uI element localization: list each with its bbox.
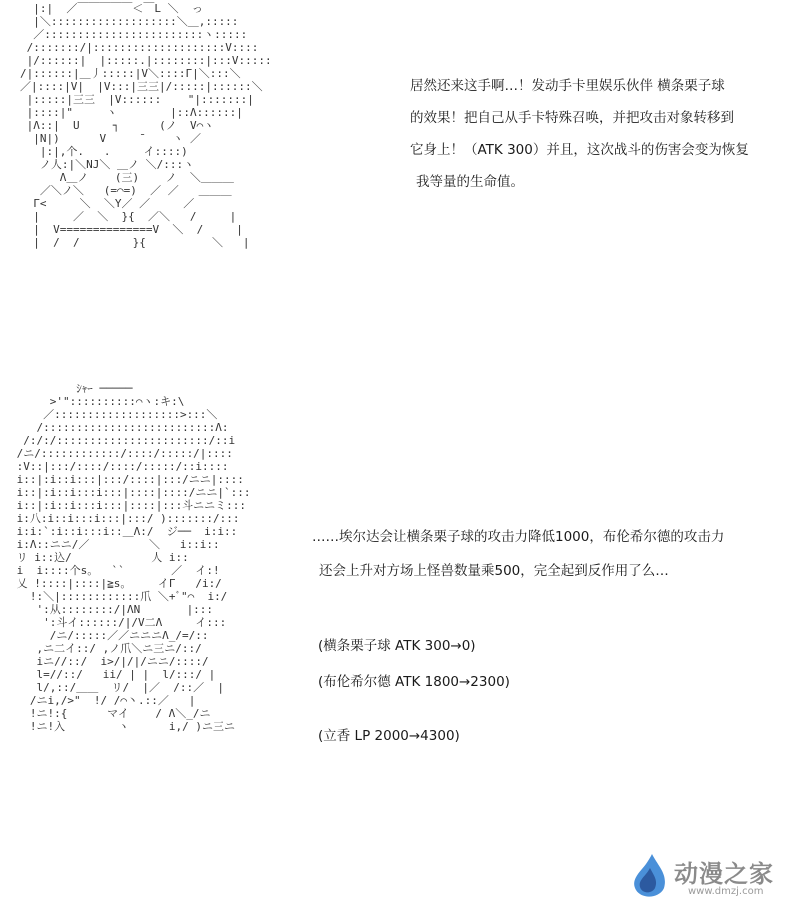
watermark-name: 动漫之家 [674,860,774,888]
dialogue-line: 居然还来这手啊…！发动手卡里娱乐伙伴 横条栗子球 [410,78,725,94]
dialogue-line: ……埃尔达会让横条栗子球的攻击力降低1000，布伦希尔德的攻击力 [312,529,725,545]
flame-drop-icon [628,852,670,900]
stat-change-brunhilde-atk: (布伦希尔德 ATK 1800→2300) [318,674,510,690]
stat-change-kuriboh-atk: (横条栗子球 ATK 300→0) [318,638,476,654]
ascii-art-character-bottom: ｼｬｰ ───── >'"::::::::::⌒ヽ:キ:\ ／:::::::::::::::::::>:::＼ /::::::::::::::::::::::::::Λ: /:/:/:::::::::::::::::::::::/::i /ニ/::::::::::::/::::/:::::/|:::: :V::|:::/::::/::::/:::::/::i:::: i::|:i::i:::|:::/::::|:::/ニニ|:::: i::|:i::i:::i:::|::::|::::/ニニ|`::: i::|:i::i:::i:::|::::|:::斗ニニミ::: i:八:i::i:::i:::|:::/ ):::::::/::: i:i:`:i::i:::i::＿Λ:/ ジ── i:i:: i:Λ::ニニ/／ ＼ i::i:: リ i::込/ 人 i:: i i::::个s。 `` ／ イ:! 乂 !::::|::::|≧s。 イΓ /i:/ !:＼|::::::::::::爪 ＼+ﾞ"⌒ i:/ ':从::::::::/|ΛN |::: ':斗イ::::::/|/V二Λ イ::: /ニ/:::::／／ニニニΛ_/=/:: ,ニ二イ::/ ,ノ爪＼ニ三ニ/::/ iニ//::/ i>/|/|/ニニ/::::/ l=//::/ ii/ | | l/:::/ | l/,::/＿＿ リ/ |／ /::／ | /ニi,/>" !/ /⌒丶.::／ | !ニ!:{ マイ / Λ＼_/ニ !ニ!入 ヽ i,/ )ニ三ニ [16,382,251,733]
dialogue-line: 我等量的生命值。 [416,174,524,190]
ascii-art-character-top: |:| ／￣￣￣￣￣＜￣L ＼ っ |＼:::::::::::::::::::＼＿,::::: ／::::::::::::::::::::::::ヽ::::: /:::::::/|::::::::::::::::::::V:::: |/::::::| |:::::.|::::::::|:::V::::: /|::::::|＿丿:::::|V＼::::Γ|＼:::＼ ／|::::|V| |V:::|三三|/:::::|::::::＼ |:::::|三三 |V:::::: "|:::::::| |::::|" ヽ |::Λ::::::| |Λ::| U ┐ (ノ V⌒ヽ |N|) V ̄ ヽ ／ |:|,个. . イ::::) ノ人:|＼NJ＼ ＿ノ ＼/:::ヽ Λ＿ノ (三) ノ ＼＿＿＿ ／＼ノ＼ (=⌒=) ／ ／ ＿＿＿ Γ< ＼ ＼Y／ ／ ／ | ／ ＼ }{ ／＼ / | | V==============V ＼ / | | / / }{ ＼ | [20,2,272,249]
dialogue-line: 它身上！（ATK 300）并且，这次战斗的伤害会变为恢复 [410,142,749,158]
dialogue-block-bottom [312,520,792,588]
watermark-url: www.dmzj.com [688,886,764,897]
dialogue-line: 还会上升对方场上怪兽数量乘500，完全起到反作用了么… [319,563,669,579]
stat-change-life-points: (立香 LP 2000→4300) [318,728,460,744]
dialogue-block-top [410,70,795,198]
dialogue-line: 的效果！把自己从手卡特殊召唤，并把攻击对象转移到 [410,110,734,126]
site-watermark [628,848,788,904]
